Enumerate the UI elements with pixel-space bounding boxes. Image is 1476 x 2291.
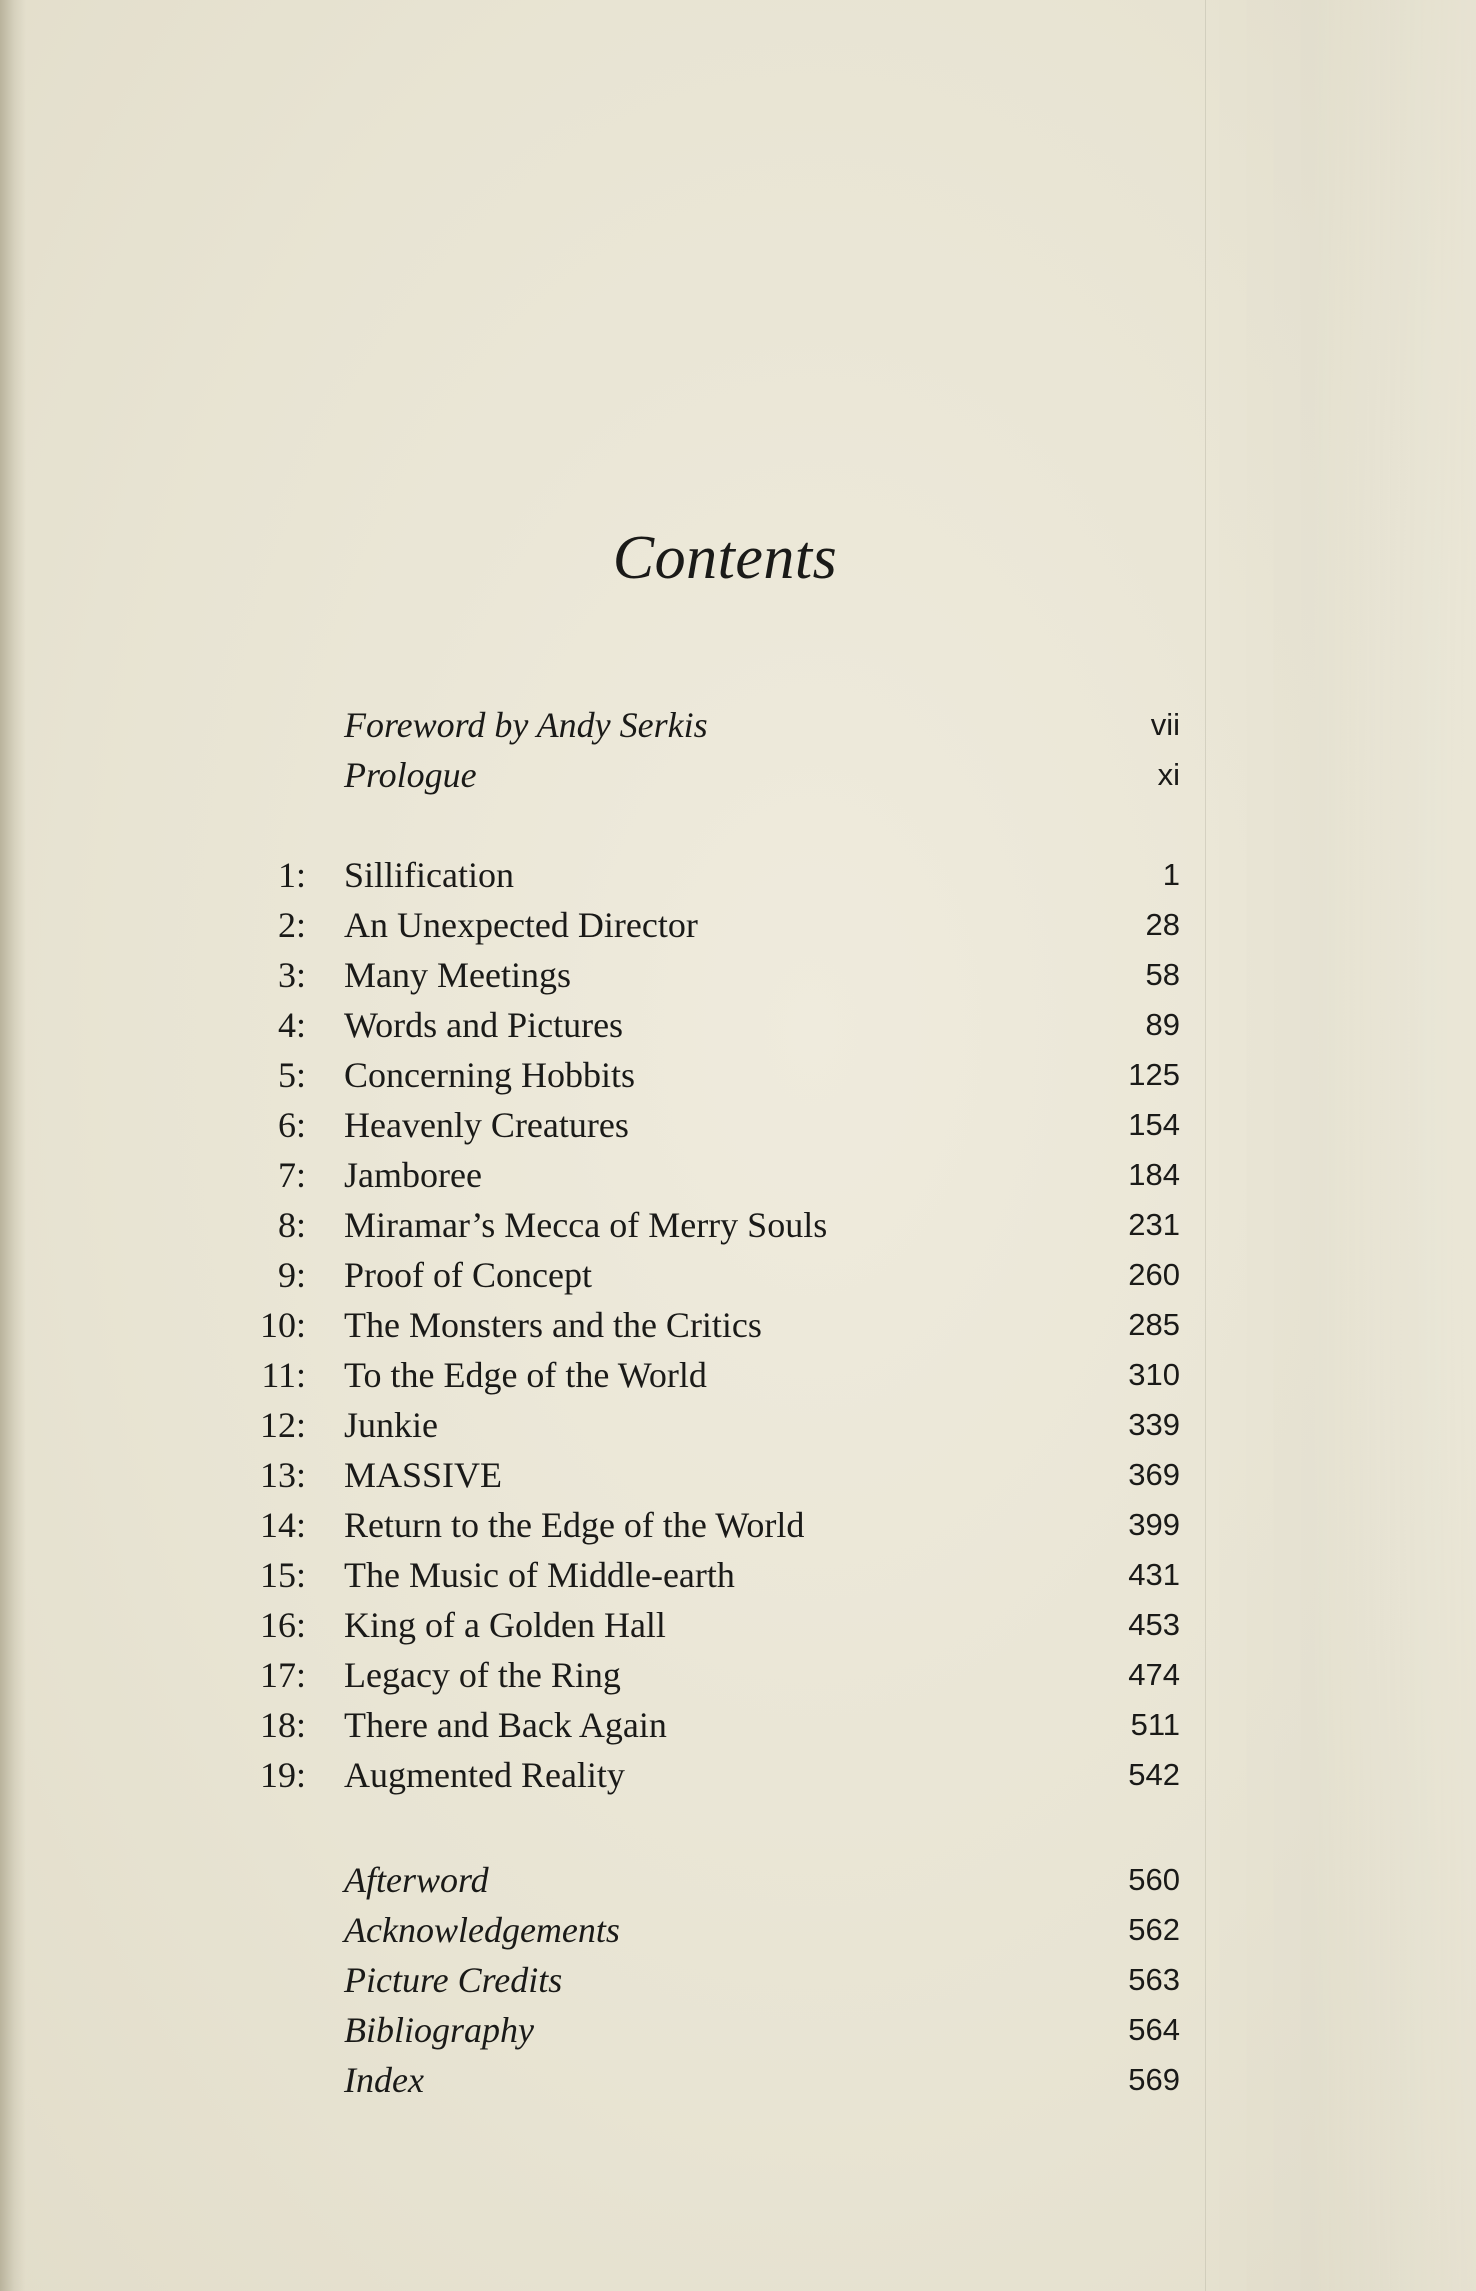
chapter-title: Proof of Concept	[344, 1255, 592, 1295]
chapter-page: 1	[1162, 857, 1180, 892]
chapter-title: Jamboree	[344, 1155, 482, 1195]
book-spine-shadow	[0, 0, 26, 2291]
chapter-page: 474	[1128, 1657, 1180, 1692]
toc-entry-page: 560	[1128, 1862, 1180, 1897]
toc-entry-foreword	[200, 700, 1180, 750]
toc-entry-label: Picture Credits	[344, 1960, 563, 2000]
chapter-title: Return to the Edge of the World	[344, 1505, 805, 1545]
toc-chapter-row	[200, 1550, 1180, 1600]
toc-entry-prologue	[200, 750, 1180, 800]
chapter-title: Miramar’s Mecca of Merry Souls	[344, 1205, 828, 1245]
chapter-number: 9:	[277, 1255, 306, 1295]
page-edge	[1205, 0, 1476, 2291]
chapter-title: Many Meetings	[344, 955, 571, 995]
toc-entry-label: Afterword	[344, 1860, 489, 1900]
chapter-number: 7:	[277, 1155, 306, 1195]
chapter-title: Sillification	[344, 855, 514, 895]
chapter-number: 14:	[259, 1505, 306, 1545]
chapter-page: 431	[1128, 1557, 1180, 1592]
chapter-number: 17:	[259, 1655, 306, 1695]
chapter-title: There and Back Again	[344, 1705, 667, 1745]
toc-chapter-row	[200, 1350, 1180, 1400]
toc-entry-label: Acknowledgements	[344, 1910, 620, 1950]
toc-chapter-row	[200, 1400, 1180, 1450]
chapter-page: 260	[1128, 1257, 1180, 1292]
chapter-page: 58	[1145, 957, 1180, 992]
chapter-page: 154	[1128, 1107, 1180, 1142]
chapter-title: Legacy of the Ring	[344, 1655, 621, 1695]
toc-entry-acknowledgements	[200, 1905, 1180, 1955]
chapter-number: 16:	[259, 1605, 306, 1645]
toc-chapter-row	[200, 1050, 1180, 1100]
chapter-title: Words and Pictures	[344, 1005, 624, 1045]
chapter-number: 13:	[259, 1455, 306, 1495]
toc-chapter-row	[200, 1250, 1180, 1300]
contents-title: Contents	[612, 524, 838, 592]
chapter-title: Heavenly Creatures	[344, 1105, 629, 1145]
chapter-page: 231	[1128, 1207, 1180, 1242]
chapter-number: 3:	[277, 955, 306, 995]
chapter-number: 1:	[277, 855, 306, 895]
toc-chapter-row	[200, 1600, 1180, 1650]
toc-entry-page: 569	[1128, 2062, 1180, 2097]
toc-chapter-row	[200, 1300, 1180, 1350]
chapter-page: 28	[1145, 907, 1180, 942]
toc-chapter-row	[200, 1700, 1180, 1750]
toc-chapter-row	[200, 1100, 1180, 1150]
toc-chapter-row	[200, 1650, 1180, 1700]
chapter-title: The Monsters and the Critics	[344, 1305, 762, 1345]
toc-entry-bibliography	[200, 2005, 1180, 2055]
toc-entry-label: Index	[344, 2060, 424, 2100]
chapter-page: 339	[1128, 1407, 1180, 1442]
chapter-number: 18:	[259, 1705, 306, 1745]
chapter-page: 453	[1128, 1607, 1180, 1642]
chapter-title: To the Edge of the World	[344, 1355, 707, 1395]
chapter-page: 369	[1128, 1457, 1180, 1492]
chapter-page: 89	[1145, 1007, 1180, 1042]
chapter-page: 542	[1128, 1757, 1180, 1792]
toc-entry-label: Foreword by Andy Serkis	[344, 705, 708, 745]
toc-chapter-row	[200, 1500, 1180, 1550]
toc-entry-page: vii	[1150, 707, 1180, 742]
chapter-number: 2:	[277, 905, 306, 945]
chapter-title: Junkie	[344, 1405, 438, 1445]
chapter-title: Concerning Hobbits	[344, 1055, 635, 1095]
chapter-page: 310	[1128, 1357, 1180, 1392]
toc-entry-page: xi	[1157, 757, 1180, 792]
chapter-number: 11:	[261, 1355, 306, 1395]
chapter-number: 15:	[259, 1555, 306, 1595]
toc-entry-page: 562	[1128, 1912, 1180, 1947]
toc-chapter-row	[200, 850, 1180, 900]
toc-entry-index	[200, 2055, 1180, 2105]
toc-entry-page: 564	[1128, 2012, 1180, 2047]
toc-entry-page: 563	[1128, 1962, 1180, 1997]
toc-chapter-row	[200, 1000, 1180, 1050]
chapter-page: 285	[1128, 1307, 1180, 1342]
toc-chapter-row	[200, 950, 1180, 1000]
toc-chapter-row	[200, 1200, 1180, 1250]
chapter-title: Augmented Reality	[344, 1755, 625, 1795]
chapter-title: MASSIVE	[344, 1455, 503, 1495]
chapter-number: 10:	[259, 1305, 306, 1345]
chapter-page: 511	[1130, 1707, 1180, 1742]
toc-chapter-row	[200, 1750, 1180, 1800]
chapter-number: 8:	[277, 1205, 306, 1245]
chapter-title: The Music of Middle-earth	[344, 1555, 735, 1595]
chapter-number: 12:	[259, 1405, 306, 1445]
chapter-title: An Unexpected Director	[344, 905, 698, 945]
chapter-page: 125	[1128, 1057, 1180, 1092]
chapter-page: 399	[1128, 1507, 1180, 1542]
chapter-number: 6:	[277, 1105, 306, 1145]
toc-chapter-row	[200, 900, 1180, 950]
chapter-number: 19:	[259, 1755, 306, 1795]
chapter-page: 184	[1128, 1157, 1180, 1192]
toc-chapter-row	[200, 1450, 1180, 1500]
toc-entry-label: Bibliography	[344, 2010, 534, 2050]
toc-entry-afterword	[200, 1855, 1180, 1905]
toc-entry-label: Prologue	[344, 755, 477, 795]
toc-entry-picture-credits	[200, 1955, 1180, 2005]
chapter-title: King of a Golden Hall	[344, 1605, 666, 1645]
toc-chapter-row	[200, 1150, 1180, 1200]
chapter-number: 4:	[277, 1005, 306, 1045]
chapter-number: 5:	[277, 1055, 306, 1095]
